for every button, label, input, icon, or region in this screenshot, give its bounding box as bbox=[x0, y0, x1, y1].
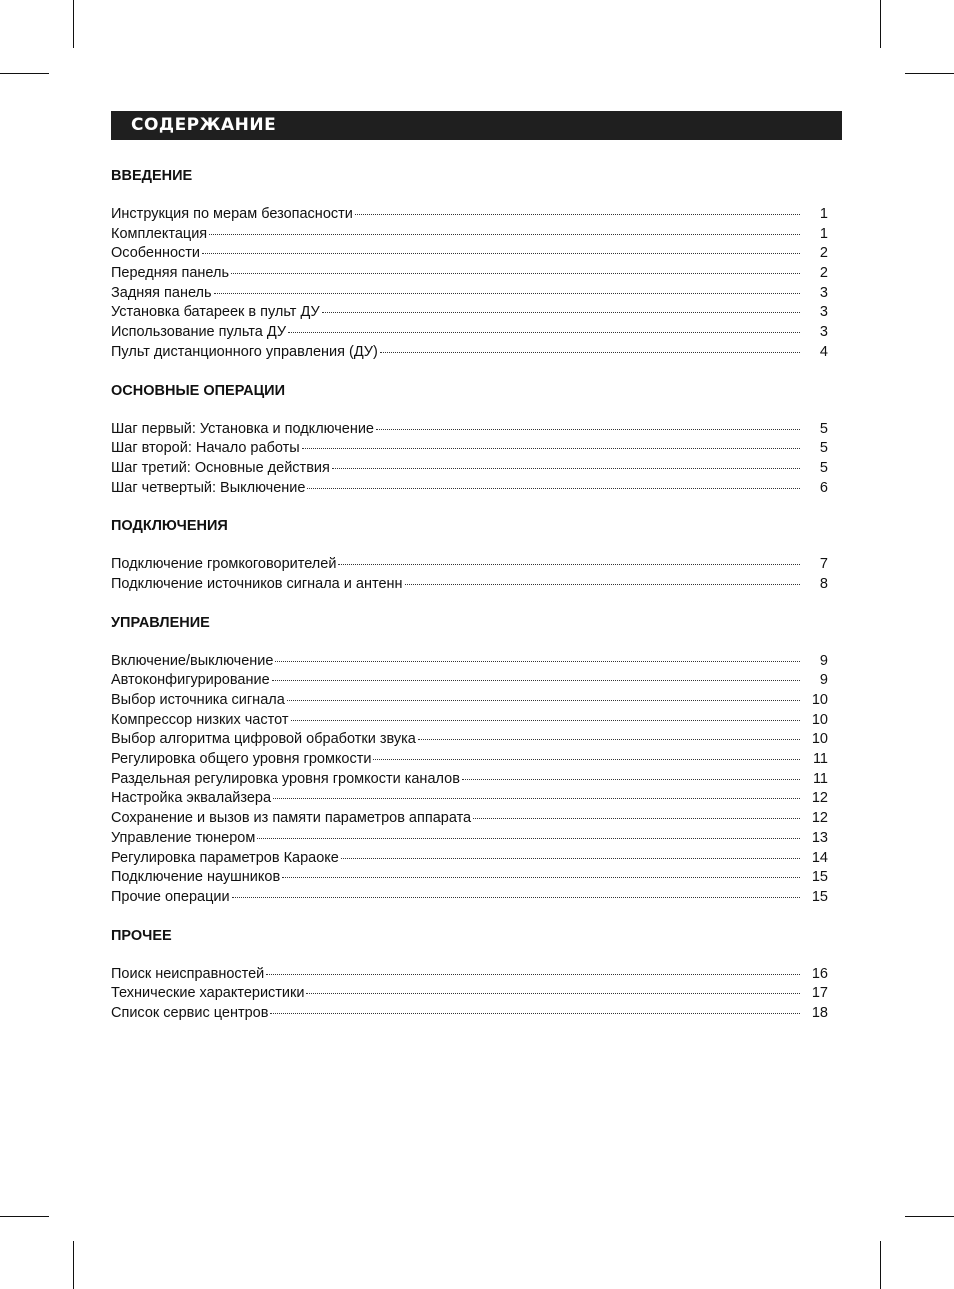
dot-leader bbox=[380, 352, 800, 353]
dot-leader bbox=[306, 993, 800, 994]
toc-entry-page: 11 bbox=[812, 751, 828, 768]
toc-section bbox=[111, 613, 828, 908]
toc-entry bbox=[111, 420, 828, 440]
toc-entry bbox=[111, 652, 828, 672]
dot-leader bbox=[257, 838, 800, 839]
toc-entry bbox=[111, 829, 828, 849]
toc-entry bbox=[111, 809, 828, 829]
toc-entry-label: Инструкция по мерам безопасности bbox=[111, 206, 353, 222]
toc-entry-label: Компрессор низких частот bbox=[111, 711, 289, 728]
toc-entry bbox=[111, 284, 828, 304]
section-heading: ПРОЧЕЕ bbox=[111, 927, 172, 944]
dot-leader bbox=[272, 680, 800, 681]
dot-leader bbox=[273, 798, 800, 799]
toc-entry-label: Шаг четвертый: Выключение bbox=[111, 479, 306, 496]
toc-entry-label: Шаг второй: Начало работы bbox=[111, 440, 300, 457]
dot-leader bbox=[322, 312, 800, 313]
section-heading: ВВЕДЕНИЕ bbox=[111, 168, 193, 184]
toc-entry-page: 12 bbox=[811, 810, 828, 827]
toc-entry-page: 17 bbox=[811, 985, 828, 1002]
crop-mark bbox=[880, 0, 881, 48]
toc-entry-page: 9 bbox=[819, 672, 828, 689]
toc-entry bbox=[111, 555, 828, 575]
toc-entry-page: 1 bbox=[819, 206, 828, 222]
toc-entry-label: Шаг первый: Установка и подключение bbox=[111, 420, 374, 437]
dot-leader bbox=[376, 429, 800, 430]
toc-entry-label: Передняя панель bbox=[111, 265, 230, 282]
toc-entry-page: 16 bbox=[811, 965, 828, 982]
page-title: СОДЕРЖАНИЕ bbox=[111, 111, 842, 140]
dot-leader bbox=[462, 779, 800, 780]
dot-leader bbox=[405, 584, 800, 585]
section-heading: ОСНОВНЫЕ ОПЕРАЦИИ bbox=[111, 382, 286, 399]
toc-entry-label: Автоконфигурирование bbox=[111, 672, 270, 689]
dot-leader bbox=[291, 720, 801, 721]
dot-leader bbox=[270, 1013, 800, 1014]
toc-entry bbox=[111, 459, 828, 479]
toc-entry-label: Комплектация bbox=[111, 225, 208, 242]
toc-entry-page: 3 bbox=[819, 304, 828, 321]
dot-leader bbox=[373, 759, 800, 760]
dot-leader bbox=[288, 332, 800, 333]
toc-entry-label: Прочие операции bbox=[111, 888, 230, 905]
toc-entry-page: 15 bbox=[811, 888, 828, 905]
toc-entry bbox=[111, 691, 828, 711]
toc-entry bbox=[111, 868, 828, 888]
toc-entry-label: Подключение источников сигнала и антенн bbox=[111, 575, 403, 592]
toc-entry-page: 3 bbox=[819, 284, 828, 301]
toc-entry-label: Настройка эквалайзера bbox=[111, 790, 272, 807]
toc-entry-label: Регулировка параметров Караоке bbox=[111, 849, 339, 866]
dot-leader bbox=[338, 564, 800, 565]
toc-entry-page: 15 bbox=[811, 869, 828, 886]
dot-leader bbox=[282, 877, 800, 878]
crop-mark bbox=[905, 73, 954, 74]
toc-entry-page: 10 bbox=[811, 711, 828, 728]
toc-entry-label: Выбор источника сигнала bbox=[111, 692, 285, 708]
toc-entry-page: 12 bbox=[811, 790, 828, 807]
toc-entry bbox=[111, 205, 828, 225]
toc-entry bbox=[111, 303, 828, 323]
toc-entry bbox=[111, 888, 828, 908]
toc-entry-label: Регулировка общего уровня громкости bbox=[111, 751, 372, 768]
crop-mark bbox=[905, 1216, 954, 1217]
toc-entry-label: Подключение громкоговорителей bbox=[111, 556, 337, 573]
toc-entry-page: 7 bbox=[819, 556, 828, 573]
toc-entry-label: Сохранение и вызов из памяти параметров аппарата bbox=[111, 810, 472, 827]
toc-entry-page: 3 bbox=[819, 324, 828, 341]
toc-entry-page: 1 bbox=[819, 225, 828, 242]
crop-mark bbox=[0, 73, 49, 74]
dot-leader bbox=[332, 468, 800, 469]
toc-entry bbox=[111, 770, 828, 790]
dot-leader bbox=[307, 488, 800, 489]
toc-entry-label: Подключение наушников bbox=[111, 869, 281, 886]
toc-entry bbox=[111, 671, 828, 691]
toc-section bbox=[111, 381, 828, 499]
toc-entry-page: 4 bbox=[819, 343, 828, 360]
dot-leader bbox=[418, 739, 800, 740]
toc-entry bbox=[111, 711, 828, 731]
toc-entry bbox=[111, 575, 828, 595]
toc-entry bbox=[111, 264, 828, 284]
toc-entry-label: Раздельная регулировка уровня громкости каналов bbox=[111, 770, 460, 787]
crop-mark bbox=[73, 0, 74, 48]
toc-entry-label: Шаг третий: Основные действия bbox=[111, 459, 330, 476]
toc-section bbox=[111, 516, 828, 594]
toc-section bbox=[111, 166, 828, 363]
toc-entry bbox=[111, 479, 828, 499]
dot-leader bbox=[341, 858, 800, 859]
section-heading: УПРАВЛЕНИЕ bbox=[111, 614, 210, 631]
toc-entry-page: 8 bbox=[819, 575, 828, 592]
dot-leader bbox=[275, 661, 800, 662]
toc-entry-page: 2 bbox=[819, 265, 828, 282]
toc-entry bbox=[111, 730, 828, 750]
toc-entry-label: Установка батареек в пульт ДУ bbox=[111, 304, 320, 321]
toc-entry bbox=[111, 965, 828, 985]
dot-leader bbox=[202, 253, 800, 254]
dot-leader bbox=[231, 273, 800, 274]
toc-entry-page: 18 bbox=[811, 1004, 828, 1021]
dot-leader bbox=[209, 234, 800, 235]
toc-entry-page: 10 bbox=[811, 692, 828, 708]
crop-mark bbox=[0, 1216, 49, 1217]
dot-leader bbox=[266, 974, 800, 975]
dot-leader bbox=[214, 293, 800, 294]
table-of-contents bbox=[111, 166, 828, 1024]
toc-entry-page: 13 bbox=[811, 829, 828, 846]
toc-entry-page: 6 bbox=[819, 479, 828, 496]
toc-entry bbox=[111, 439, 828, 459]
toc-entry-page: 5 bbox=[819, 420, 828, 437]
toc-entry-page: 9 bbox=[819, 652, 828, 669]
dot-leader bbox=[355, 214, 800, 215]
dot-leader bbox=[473, 818, 800, 819]
toc-entry-page: 14 bbox=[811, 849, 828, 866]
toc-entry bbox=[111, 750, 828, 770]
toc-entry-label: Управление тюнером bbox=[111, 829, 256, 846]
toc-entry-label: Особенности bbox=[111, 245, 201, 262]
toc-entry-label: Список сервис центров bbox=[111, 1004, 269, 1021]
toc-entry-label: Задняя панель bbox=[111, 284, 212, 301]
toc-entry-label: Выбор алгоритма цифровой обработки звука bbox=[111, 731, 416, 748]
section-heading: ПОДКЛЮЧЕНИЯ bbox=[111, 518, 228, 535]
toc-entry bbox=[111, 323, 828, 343]
toc-entry bbox=[111, 244, 828, 264]
toc-entry bbox=[111, 984, 828, 1004]
toc-entry-label: Пульт дистанционного управления (ДУ) bbox=[111, 343, 378, 360]
toc-entry bbox=[111, 849, 828, 869]
toc-entry-page: 2 bbox=[819, 245, 828, 262]
toc-entry-page: 10 bbox=[811, 731, 828, 748]
toc-entry-label: Включение/выключение bbox=[111, 652, 274, 669]
toc-entry bbox=[111, 225, 828, 245]
toc-entry bbox=[111, 789, 828, 809]
toc-entry bbox=[111, 1004, 828, 1024]
toc-entry-page: 5 bbox=[819, 459, 828, 476]
toc-section bbox=[111, 926, 828, 1024]
dot-leader bbox=[287, 700, 800, 701]
crop-mark bbox=[880, 1241, 881, 1289]
toc-entry-label: Поиск неисправностей bbox=[111, 965, 265, 982]
toc-entry bbox=[111, 343, 828, 363]
dot-leader bbox=[302, 448, 800, 449]
toc-entry-label: Технические характеристики bbox=[111, 985, 305, 1002]
toc-entry-label: Использование пульта ДУ bbox=[111, 324, 287, 341]
crop-mark bbox=[73, 1241, 74, 1289]
toc-entry-page: 11 bbox=[812, 770, 828, 787]
toc-entry-page: 5 bbox=[819, 440, 828, 457]
dot-leader bbox=[232, 897, 800, 898]
